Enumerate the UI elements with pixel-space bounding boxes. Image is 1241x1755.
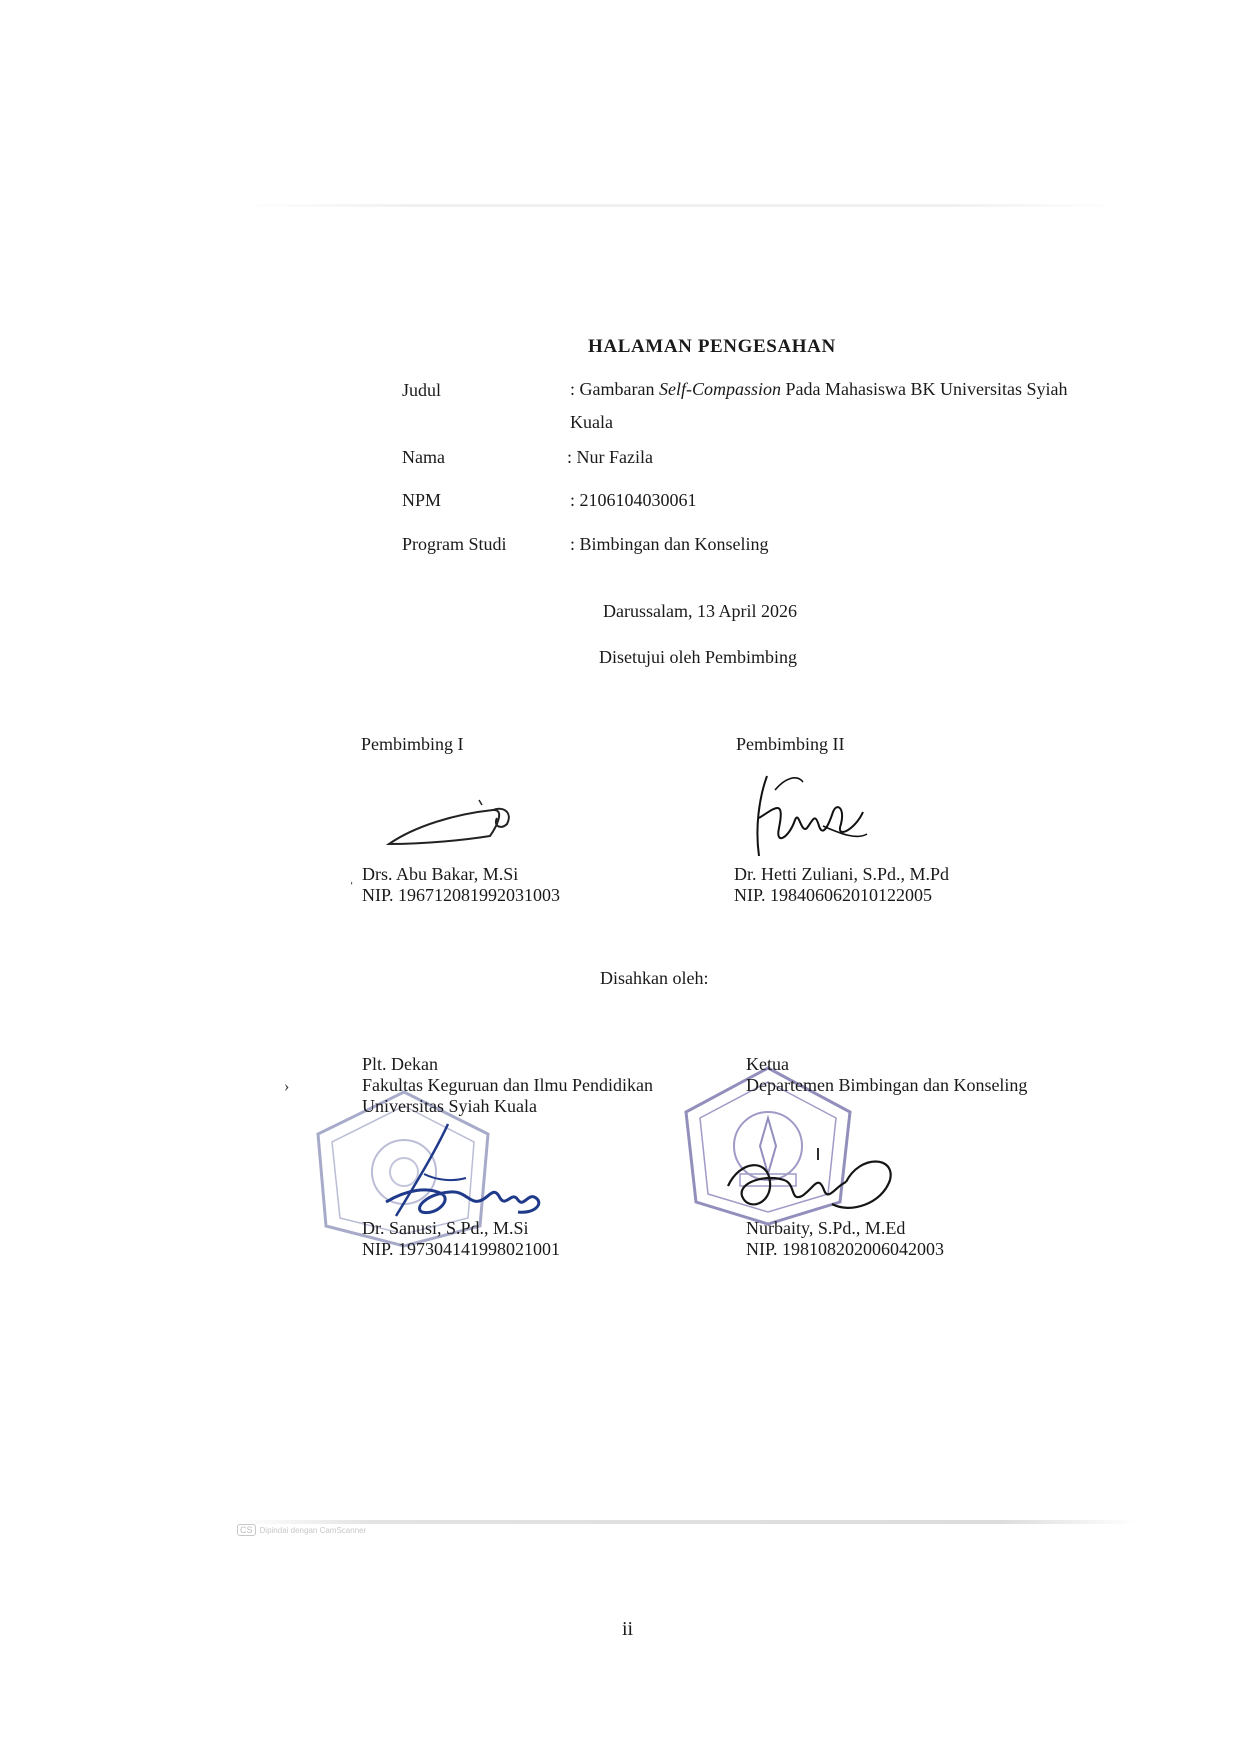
signatory-dekan [362, 1218, 560, 1260]
signatory-ketua [746, 1218, 944, 1260]
signature-ketua [720, 1130, 900, 1225]
ketua-role-2: Departemen Bimbingan dan Konseling [746, 1075, 1028, 1095]
camscanner-logo-icon: CS [237, 1524, 256, 1536]
field-label-judul: Judul [402, 380, 442, 400]
nip-pembimbing-1: NIP. 196712081992031003 [362, 885, 561, 905]
signatory-pembimbing-2 [734, 864, 949, 906]
scan-speck: ˌ [349, 868, 355, 885]
dekan-role-2: Fakultas Keguruan dan Ilmu Pendidikan [362, 1075, 653, 1095]
scan-speck: › [284, 1078, 290, 1095]
nip-dekan: NIP. 197304141998021001 [362, 1239, 561, 1259]
ratified-by: Disahkan oleh: [600, 968, 709, 988]
scan-edge-bottom [236, 1520, 1136, 1524]
signature-pembimbing-2 [745, 768, 870, 863]
dekan-role-3: Universitas Syiah Kuala [362, 1096, 537, 1116]
signature-pembimbing-1 [385, 796, 520, 851]
ketua-role-1: Ketua [746, 1054, 789, 1074]
signatory-ketua-role [746, 1054, 1027, 1096]
name-dekan: Dr. Sanusi, S.Pd., M.Si [362, 1218, 529, 1238]
role-pembimbing-1: Pembimbing I [361, 734, 464, 754]
nip-ketua: NIP. 198108202006042003 [746, 1239, 945, 1259]
field-value-nama: : Nur Fazila [567, 447, 653, 467]
scanner-watermark [237, 1524, 366, 1536]
page-title: HALAMAN PENGESAHAN [588, 336, 836, 357]
page-number: ii [622, 1618, 634, 1640]
field-label-npm: NPM [402, 490, 442, 510]
dekan-role-1: Plt. Dekan [362, 1054, 438, 1074]
scanner-watermark-text: Dipindai dengan CamScanner [259, 1525, 367, 1535]
signatory-dekan-role [362, 1054, 653, 1117]
nip-pembimbing-2: NIP. 198406062010122005 [734, 885, 933, 905]
place-date: Darussalam, 13 April 2026 [603, 601, 797, 621]
scan-edge-top [240, 204, 1120, 207]
role-pembimbing-2: Pembimbing II [736, 734, 845, 754]
field-label-program-studi: Program Studi [402, 534, 507, 554]
approved-by: Disetujui oleh Pembimbing [599, 647, 797, 667]
field-value-npm: : 2106104030061 [570, 490, 697, 510]
field-value-judul: : Gambaran Self-Compassion Pada Mahasiswa BK Universitas Syiah Kuala [570, 379, 1068, 432]
signatory-pembimbing-1 [362, 864, 560, 906]
name-ketua: Nurbaity, S.Pd., M.Ed [746, 1218, 906, 1238]
name-pembimbing-1: Drs. Abu Bakar, M.Si [362, 864, 519, 884]
signature-dekan [366, 1120, 556, 1230]
name-pembimbing-2: Dr. Hetti Zuliani, S.Pd., M.Pd [734, 864, 950, 884]
field-value-program-studi: : Bimbingan dan Konseling [570, 534, 769, 554]
field-label-nama: Nama [402, 447, 445, 467]
